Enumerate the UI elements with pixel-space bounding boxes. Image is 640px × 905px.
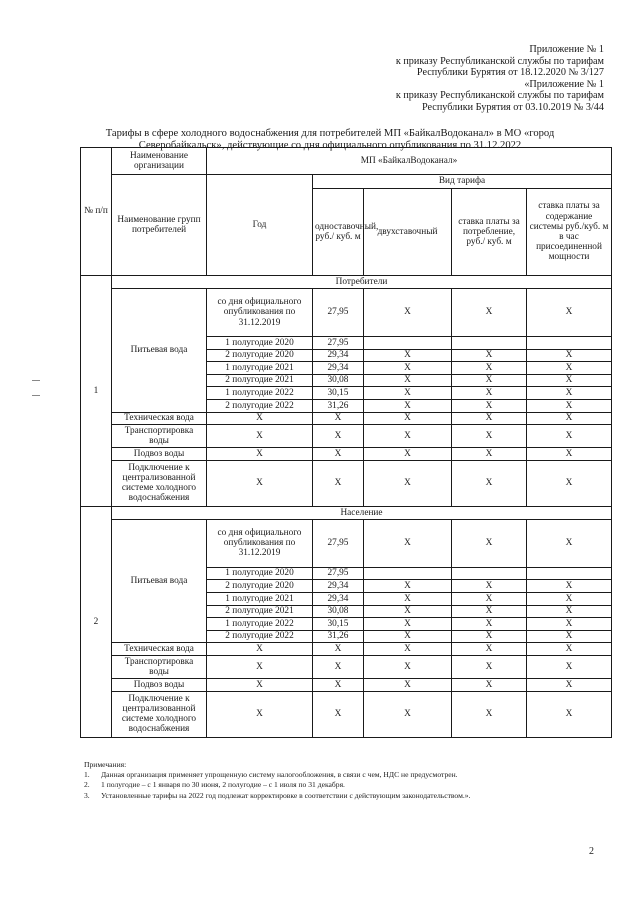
header-year-cell: Год — [207, 175, 313, 276]
one-rate-cell: 31,26 — [313, 630, 364, 643]
year-cell: X — [207, 691, 313, 737]
service-label-cell: Подвоз воды — [112, 678, 207, 691]
scan-margin-marks — [32, 380, 42, 410]
two-rate-cell: X — [364, 362, 452, 375]
two-rate-cell: X — [364, 592, 452, 605]
maintenance-cell: X — [527, 362, 612, 375]
maintenance-cell: X — [527, 630, 612, 643]
header-consumption-cell: ставка платы за потребление, руб./ куб. м — [452, 189, 527, 276]
note-number: 3. — [84, 790, 90, 800]
maintenance-cell — [527, 337, 612, 350]
table-row — [81, 519, 612, 567]
one-rate-cell: 27,95 — [313, 519, 364, 567]
maintenance-cell: X — [527, 289, 612, 337]
maintenance-cell: X — [527, 448, 612, 461]
one-rate-cell: X — [313, 691, 364, 737]
maintenance-cell: X — [527, 460, 612, 506]
one-rate-cell: 30,15 — [313, 618, 364, 631]
one-rate-cell: X — [313, 678, 364, 691]
maintenance-cell: X — [527, 655, 612, 678]
header-line: к приказу Республиканской службы по тарифам — [395, 90, 604, 102]
drinking-water-label-cell: Питьевая вода — [112, 289, 207, 413]
year-cell: 2 полугодие 2021 — [207, 374, 313, 387]
maintenance-cell: X — [527, 580, 612, 593]
table-row — [81, 412, 612, 425]
year-cell: X — [207, 412, 313, 425]
year-cell: X — [207, 678, 313, 691]
drinking-water-label-cell: Питьевая вода — [112, 519, 207, 643]
note-item — [84, 770, 614, 780]
one-rate-cell: X — [313, 425, 364, 448]
header-line: к приказу Республиканской службы по тарифам — [395, 55, 604, 67]
note-number: 2. — [84, 780, 90, 790]
maintenance-cell: X — [527, 387, 612, 400]
note-item — [84, 791, 614, 801]
table-header-row — [81, 148, 612, 175]
consumption-cell: X — [452, 387, 527, 400]
consumption-cell: X — [452, 362, 527, 375]
maintenance-cell: X — [527, 618, 612, 631]
consumption-cell: X — [452, 643, 527, 656]
year-cell: X — [207, 655, 313, 678]
maintenance-cell: X — [527, 592, 612, 605]
table-row — [81, 448, 612, 461]
consumption-cell: X — [452, 374, 527, 387]
table-row — [81, 655, 612, 678]
consumption-cell: X — [452, 580, 527, 593]
two-rate-cell: X — [364, 460, 452, 506]
maintenance-cell: X — [527, 412, 612, 425]
year-cell: 1 полугодие 2020 — [207, 337, 313, 350]
year-cell: 2 полугодие 2022 — [207, 399, 313, 412]
two-rate-cell: X — [364, 691, 452, 737]
service-label-cell: Подключение к централизованной системе холодного водоснабжения — [112, 691, 207, 737]
header-org-cell: Наименование организации — [112, 148, 207, 175]
two-rate-cell: X — [364, 519, 452, 567]
one-rate-cell: X — [313, 655, 364, 678]
year-cell: со дня официального опубликования по 31.12.2019 — [207, 519, 313, 567]
year-cell: 1 полугодие 2022 — [207, 618, 313, 631]
year-cell: 1 полугодие 2021 — [207, 592, 313, 605]
maintenance-cell: X — [527, 519, 612, 567]
consumption-cell: X — [452, 412, 527, 425]
header-num-cell: № п/п — [81, 148, 112, 276]
header-line: Приложение № 1 — [529, 44, 604, 55]
one-rate-cell: 27,95 — [313, 337, 364, 350]
header-group-cell: Наименование групп потребителей — [112, 175, 207, 276]
header-tariff-type-cell: Вид тарифа — [313, 175, 612, 189]
one-rate-cell: 29,34 — [313, 362, 364, 375]
table-row — [81, 289, 612, 337]
two-rate-cell: X — [364, 630, 452, 643]
two-rate-cell: X — [364, 655, 452, 678]
year-cell: X — [207, 460, 313, 506]
maintenance-cell: X — [527, 678, 612, 691]
consumption-cell: X — [452, 349, 527, 362]
service-label-cell: Подвоз воды — [112, 448, 207, 461]
year-cell: 2 полугодие 2021 — [207, 605, 313, 618]
table-row — [81, 460, 612, 506]
title-line-2: Северобайкальск», действующие со дня официального опубликования по 31.12.2022 — [138, 140, 522, 151]
maintenance-cell: X — [527, 349, 612, 362]
maintenance-cell — [527, 567, 612, 580]
section-number-cell: 1 — [81, 276, 112, 507]
two-rate-cell: X — [364, 580, 452, 593]
consumption-cell: X — [452, 618, 527, 631]
year-cell: 1 полугодие 2022 — [207, 387, 313, 400]
year-cell: 2 полугодие 2020 — [207, 580, 313, 593]
year-cell: 2 полугодие 2020 — [207, 349, 313, 362]
note-text: 1 полугодие – с 1 января по 30 июня, 2 полугодие – с 1 июля по 31 декабря. — [101, 780, 345, 790]
consumption-cell: X — [452, 691, 527, 737]
service-label-cell: Техническая вода — [112, 643, 207, 656]
header-line: Республики Бурятия от 18.12.2020 № 3/127 — [416, 67, 604, 79]
notes-heading: Примечания: — [84, 760, 127, 769]
header-line: Республики Бурятия от 03.10.2019 № 3/44 — [422, 101, 604, 113]
maintenance-cell: X — [527, 691, 612, 737]
two-rate-cell: X — [364, 425, 452, 448]
year-cell: 1 полугодие 2020 — [207, 567, 313, 580]
year-cell: 2 полугодие 2022 — [207, 630, 313, 643]
one-rate-cell: 30,15 — [313, 387, 364, 400]
consumption-cell: X — [452, 519, 527, 567]
consumption-cell: X — [452, 425, 527, 448]
table-row — [81, 643, 612, 656]
consumption-cell: X — [452, 399, 527, 412]
service-label-cell: Подключение к централизованной системе холодного водоснабжения — [112, 460, 207, 506]
two-rate-cell: X — [364, 605, 452, 618]
note-text: Установленные тарифы на 2022 год подлежат корректировке в соответствии с действующим законодательством.». — [101, 790, 471, 800]
consumption-cell: X — [452, 592, 527, 605]
two-rate-cell: X — [364, 643, 452, 656]
maintenance-cell: X — [527, 605, 612, 618]
two-rate-cell: X — [364, 289, 452, 337]
year-cell: X — [207, 425, 313, 448]
one-rate-cell: X — [313, 448, 364, 461]
one-rate-cell: 27,95 — [313, 567, 364, 580]
one-rate-cell: 30,08 — [313, 605, 364, 618]
section-heading-cell: Потребители — [112, 276, 612, 289]
service-label-cell: Транспортировка воды — [112, 655, 207, 678]
year-cell: X — [207, 448, 313, 461]
year-cell: со дня официального опубликования по 31.12.2019 — [207, 289, 313, 337]
one-rate-cell: X — [313, 643, 364, 656]
one-rate-cell: X — [313, 412, 364, 425]
one-rate-cell: 27,95 — [313, 289, 364, 337]
maintenance-cell: X — [527, 643, 612, 656]
table-row — [81, 425, 612, 448]
consumption-cell: X — [452, 678, 527, 691]
table-header-row — [81, 175, 612, 189]
header-two-rate-cell: двухставочный — [364, 189, 452, 276]
consumption-cell: X — [452, 448, 527, 461]
consumption-cell: X — [452, 655, 527, 678]
note-text: Данная организация применяет упрощенную систему налогообложения, в связи с чем, НДС не предусмотрен. — [101, 770, 458, 780]
table-row — [81, 678, 612, 691]
header-one-rate-cell: одноставочный, руб./ куб. м — [313, 189, 364, 276]
one-rate-cell: 30,08 — [313, 374, 364, 387]
tariff-table-body — [81, 148, 612, 738]
consumption-cell — [452, 337, 527, 350]
two-rate-cell: X — [364, 678, 452, 691]
two-rate-cell: X — [364, 349, 452, 362]
consumption-cell: X — [452, 460, 527, 506]
header-org-name-cell: МП «БайкалВодоканал» — [207, 148, 612, 175]
one-rate-cell: 29,34 — [313, 349, 364, 362]
consumption-cell: X — [452, 630, 527, 643]
one-rate-cell: 29,34 — [313, 592, 364, 605]
section-heading-row — [81, 506, 612, 519]
consumption-cell — [452, 567, 527, 580]
two-rate-cell — [364, 567, 452, 580]
maintenance-cell: X — [527, 374, 612, 387]
year-cell: 1 полугодие 2021 — [207, 362, 313, 375]
notes-section — [84, 760, 614, 801]
maintenance-cell: X — [527, 425, 612, 448]
consumption-cell: X — [452, 605, 527, 618]
year-cell: X — [207, 643, 313, 656]
service-label-cell: Транспортировка воды — [112, 425, 207, 448]
two-rate-cell: X — [364, 387, 452, 400]
tariff-table — [80, 147, 612, 738]
maintenance-cell: X — [527, 399, 612, 412]
section-number-cell: 2 — [81, 506, 112, 737]
section-heading-row — [81, 276, 612, 289]
page-number: 2 — [589, 846, 594, 857]
two-rate-cell: X — [364, 618, 452, 631]
two-rate-cell: X — [364, 412, 452, 425]
header-line: «Приложение № 1 — [524, 78, 604, 90]
header-maintenance-cell: ставка платы за содержание системы руб./куб. м в час присоединенной мощности — [527, 189, 612, 276]
one-rate-cell: 31,26 — [313, 399, 364, 412]
title-line-1: Тарифы в сфере холодного водоснабжения для потребителей МП «БайкалВодоканал» в МО «город — [105, 128, 555, 139]
section-heading-cell: Население — [112, 506, 612, 519]
document-header — [396, 44, 604, 114]
note-item — [84, 780, 614, 790]
table-row — [81, 691, 612, 737]
service-label-cell: Техническая вода — [112, 412, 207, 425]
one-rate-cell: 29,34 — [313, 580, 364, 593]
two-rate-cell: X — [364, 448, 452, 461]
consumption-cell: X — [452, 289, 527, 337]
two-rate-cell: X — [364, 399, 452, 412]
two-rate-cell: X — [364, 374, 452, 387]
one-rate-cell: X — [313, 460, 364, 506]
note-number: 1. — [84, 770, 90, 780]
two-rate-cell — [364, 337, 452, 350]
